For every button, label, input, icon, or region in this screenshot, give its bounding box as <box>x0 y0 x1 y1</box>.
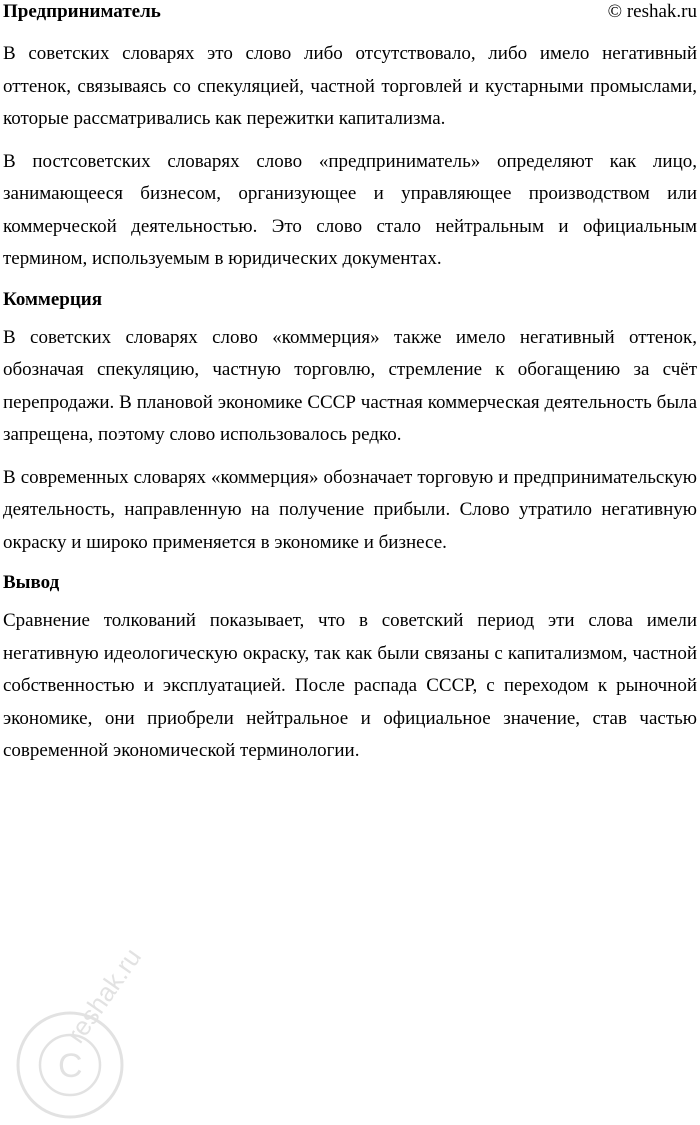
paragraph: В постсоветских словарях слово «предприниматель» определяют как лицо, занимающееся бизнесом, организующее и управляющее производством или коммерческой деятельностью. Это слово стало нейтральным и официальным термином, используемым в юридических документах. <box>3 150 697 269</box>
paragraph: В современных словарях «коммерция» обозначает торговую и предпринимательскую деятельность, направленную на получение прибыли. Слово утратило негативную окраску и широко применяется в экономике и бизнесе. <box>3 466 697 553</box>
page-title: Предприниматель <box>3 1 161 22</box>
section-heading-vyvod: Вывод <box>3 572 60 593</box>
paragraph: Сравнение толкований показывает, что в советский период эти слова имели негативную идеологическую окраску, так как были связаны с капитализмом, частной собственностью и эксплуатацией. После распада СССР, с переходом к рыночной экономике, они приобрели нейтральное и официальное значение, став частью современной экономической терминологии. <box>3 610 697 761</box>
section-heading-kommertsiya: Коммерция <box>3 288 103 310</box>
copyright-text: © reshak.ru <box>607 1 697 22</box>
paragraph: В советских словарях это слово либо отсутствовало, либо имело негативный оттенок, связываясь со спекуляцией, частной торговлей и кустарными промыслами, которые рассматривались как пережитки капитализма. <box>3 43 697 129</box>
document-page <box>3 0 697 768</box>
header <box>3 0 697 28</box>
svg-text:C: C <box>58 1047 83 1085</box>
paragraph: В советских словарях слово «коммерция» также имело негативный оттенок, обозначая спекуляцию, частную торговлю, стремление к обогащению за счёт перепродажи. В плановой экономике СССР частная коммерческая деятельность была запрещена, поэтому слово использовалось редко. <box>3 326 697 445</box>
watermark-logo <box>10 925 210 1125</box>
watermark-text: reshak.ru <box>60 942 148 1049</box>
